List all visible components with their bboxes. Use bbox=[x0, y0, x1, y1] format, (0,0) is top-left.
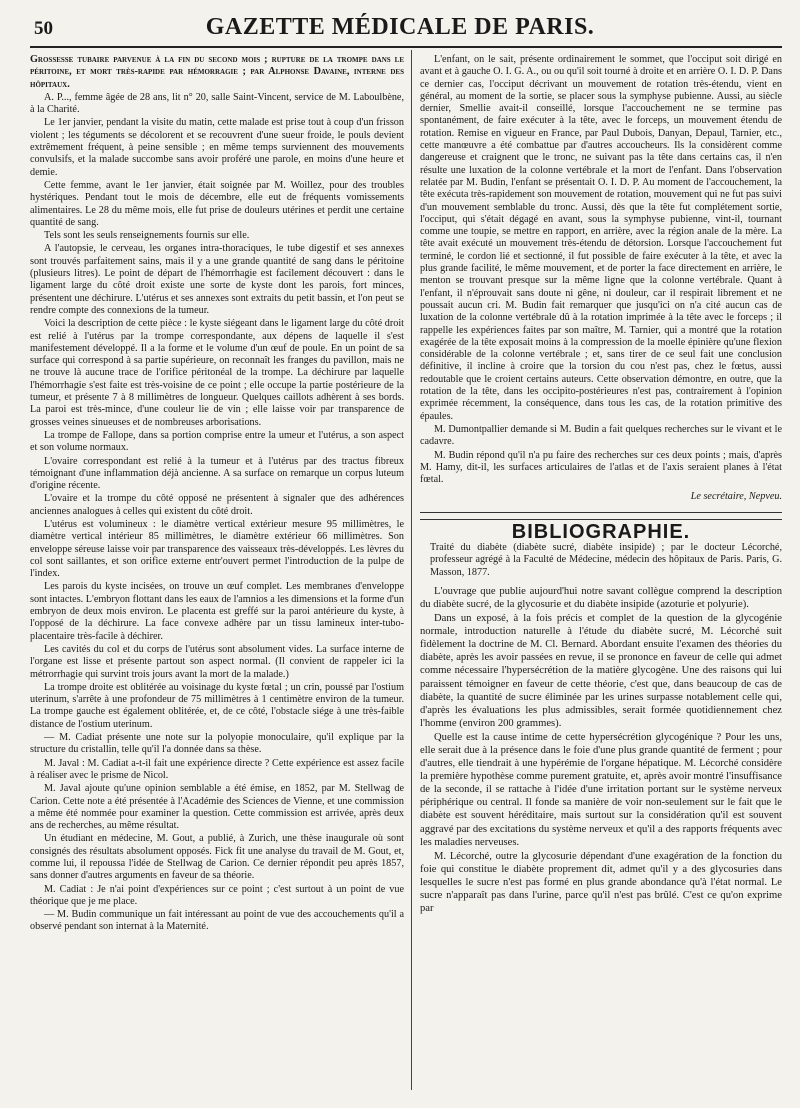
paragraph: La trompe de Fallope, dans sa portion comprise entre la umeur et l'utérus, a son aspect et son volume normaux. bbox=[30, 429, 404, 454]
paragraph: M. Javal : M. Cadiat a-t-il fait une expérience directe ? Cette expérience est assez facile à réaliser avec le prisme de Nicol. bbox=[30, 757, 404, 781]
paragraph: — M. Cadiat présente une note sur la polyopie monoculaire, qu'il explique par la structure du cristallin, telle qu'il l'a donnée dans sa thèse. bbox=[30, 732, 404, 756]
paragraph: Tels sont les seuls renseignements fournis sur elle. bbox=[44, 230, 250, 242]
paragraph: Les cavités du col et du corps de l'utérus sont absolument vides. La surface interne de l'organe est lisse et présente partout son aspect normal. (Il convient de rappeler ici la métrorrhagie qui survint trois jours avant la mort de la malade.) bbox=[30, 643, 404, 680]
paragraph: L'utérus est volumineux : le diamètre vertical extérieur mesure 95 millimètres, le diamètre vertical intérieur 85 millimètres, le diamètre extérieur 66 millimètres. Son enveloppe séreuse laisse voir par transparence des vaisseaux très-développés. Les lèvres du col sont saillantes, et son orifice externe entr'ouvert permet l'introduction de la pulpe de l'index. bbox=[30, 518, 404, 580]
paragraph: M. Lécorché, outre la glycosurie dépendant d'une exagération de la fonction du foie qui constitue le diabète proprement dit, admet qu'il y a des glycosuries dans lesquelles le sucre n'est pas formé en plus grande abondance qu'à l'état normal. Le sucre n'apparaît pas dans l'urine, parce qu'il n'est pas brûlé. C'est ce qu'on exprime par bbox=[420, 850, 782, 915]
paragraph: Un étudiant en médecine, M. Gout, a publié, à Zurich, une thèse inaugurale où sont consignés des résultats absolument opposés. Fick fit une analyse du travail de M. Gout, et, comme lui, il repoussa l'idée de Stellwag de Carion. Ce dernier répondit peu après 1857, sans donner d'autres arguments en faveur de sa théorie. bbox=[30, 833, 404, 882]
paragraph: Voici la description de cette pièce : le kyste siégeant dans le ligament large du côté droit est relié à l'utérus par la trompe correspondante, aux dépens de laquelle il s'est manifestement développé. Il a la forme et le volume d'un œuf de poule. En un point de sa surface qui correspond à sa partie supérieure, on reconnaît les franges du pavillon, mais ne ne trouve là aucune trace de l'orifice péritonéal de la trompe. La déchirure par laquelle l'hémorrhagie s'est faite est très-voisine de ce point ; elle occupe la partie postérieure de la tumeur, et présente 7 à 8 millimètres de longueur. Quelques caillots adhèrent à ses bords. La paroi est très-mince, d'une couleur lie de vin ; elle laisse voir par transparence de grosses veines sinueuses et de nombreuses arborisations. bbox=[30, 318, 404, 428]
paragraph: L'ovaire correspondant est relié à la tumeur et à l'utérus par des tractus fibreux témoignant d'une inflammation déjà ancienne. A sa surface on remarque un corpus luteum d'origine récente. bbox=[30, 455, 404, 492]
bibliography-reference: Traité du diabète (diabète sucré, diabète insipide) ; par le docteur Lécorché, professeur agrégé à la Faculté de Médecine, médecin des hôpitaux de Paris. Paris, G. Masson, 1877. bbox=[430, 541, 782, 578]
paragraph: A l'autopsie, le cerveau, les organes intra-thoraciques, le tube digestif et ses annexes sont trouvés parfaitement sains, mais il y a une grande quantité de sang dans le péritoine (plusieurs litres). Le point de départ de l'hémorrhagie est facilement découvert : dans le ligament large du côté droit existe une sorte de kyste dont les parois, fort minces, présentent une déchirure. L'utérus et ses annexes sont extraits du petit bassin, et l'on peut se rendre compte des connexions de la tumeur. bbox=[30, 243, 404, 316]
paragraph: L'enfant, on le sait, présente ordinairement le sommet, que l'occiput soit dirigé en avant et à gauche O. I. G. A., ou ou qu'il soit tourné à droite et en arrière O. I. D. P. Dans ce dernier cas, l'occiput décrivant un mouvement de rotation très-étendu, vient en général, au moment de la sortie, se placer sous la symphyse pubienne. Aussi, au siècle dernier, Smellie avait-il conseillé, lorsque l'accouchement ne se termine pas spontanément, de faire exécuter à la tête, avec le forceps, un mouvement étendu de rotation. Remise en vigueur en France, par Paul Dubois, Danyan, Depaul, Tarnier, etc., cette manœuvre a été combattue par d'autres accoucheurs. Ils la considèrent comme dangereuse et craignent que le tronc, ne suivant pas la tête dans certains cas, il n'en résulte une luxation de la colonne vertébrale et la mort de l'enfant. Dans l'observation relatée par M. Budin, l'enfant se présentait O. I. D. P. Au moment de l'accouchement, la tête exécuta très-rapidement son mouvement de rotation, mouvement qui ne fut pas suivi d'un mouvement semblable du tronc. Aussi, dès que la tête fut complétement sortie, l'occiput, qui s'était dégagé en avant, sous la symphyse pubienne, vint-il, tournant comme une toupie, se mettre en rapport, en arrière, avec la région anale de la mère. La tête avait exécuté un mouvement très-étendu de détorsion. Lorsque l'accouchement fut terminé, le cordon lié et sectionné, il fut possible de faire exécuter à la tête, et avec la plus grande facilité, le même mouvement, et de porter la face directement en arrière, le menton se trouvant presque sur la même ligne que la colonne vertébrale. Quant à l'enfant, il n'éprouvait sans doute ni gêne, ni douleur, car il respirait librement et ne poussait aucun cri. M. Budin fait remarquer que jusqu'ici on n'a cité aucun cas de luxation de la colonne vertébrale dû à la rotation imprimée à la tête avec le forceps ; il rappelle les expériences faites par son maître, M. Tarnier, qui a montré que la rotation exagérée de la tête exposait moins à la compression de la moelle épinière qu'une flexion considérable de la colonne vertébrale ; et, sans tirer de ce seul fait une conclusion définitive, il incline à croire que la torsion du cou n'est pas, chez le fœtus, aussi redoutable que le croient certains auteurs. Cette observation démontre, en outre, que la rotation de la tête, dans les occipito-postérieures n'est pas, contrairement à l'opinion exprimée récemment, la conséquence, dans tous les cas, de la rotation primitive des épaules. bbox=[420, 54, 782, 422]
paragraph: — M. Budin communique un fait intéressant au point de vue des accouchements qu'il a observé pendant son internat à la Maternité. bbox=[30, 909, 404, 933]
paragraph: M. Cadiat : Je n'ai point d'expériences sur ce point ; c'est surtout à un point de vue théorique que je me place. bbox=[30, 883, 404, 907]
section-divider bbox=[420, 512, 782, 513]
bibliography-body bbox=[420, 585, 782, 915]
secretary-signature: Le secrétaire, Nepveu. bbox=[690, 491, 782, 503]
left-column bbox=[30, 54, 404, 935]
paragraph: M. Javal ajoute qu'une opinion semblable a été émise, en 1852, par M. Stellwag de Carion. Cette note a été présentée à l'Académie des Sciences de Vienne, et une commission a même été nommée pour examiner la question. Cette commission est arrivée, après deux ans de recherches, au même résultat. bbox=[30, 783, 404, 832]
paragraph: M. Dumontpallier demande si M. Budin a fait quelques recherches sur le vivant et le cadavre. bbox=[420, 423, 782, 448]
page-number: 50 bbox=[34, 18, 53, 39]
column-divider bbox=[411, 50, 412, 1090]
right-column bbox=[420, 54, 782, 916]
paragraph: Quelle est la cause intime de cette hypersécrétion glycogénique ? Pour les uns, elle serait due à la présence dans le foie d'une plus grande quantité de ferment ; pour d'autres, elle tiendrait à une hypérémie de l'organe hépatique. M. Lécorché considère la première hypothèse comme purement gratuite, et, après avoir montré l'insuffisance de la seconde, il se rattache à l'idée d'une irritation portant sur le système nerveux périphérique ou central. Il fonde sa manière de voir non-seulement sur le fait que le diabète est souvent héréditaire, mais surtout sur la considération qu'il est souvent aggravé par des excitations du système nerveux et qu'il a des rapports fréquents avec les maladies nerveuses. bbox=[420, 731, 782, 848]
bibliography-section bbox=[420, 519, 782, 916]
header-rule bbox=[30, 46, 782, 48]
paragraph: A. P..., femme âgée de 28 ans, lit n° 20, salle Saint-Vincent, service de M. Laboulbène, à la Charité. bbox=[30, 91, 404, 116]
paragraph: L'ovaire et la trompe du côté opposé ne présentent à signaler que des adhérences anciennes analogues à celles qui existent du côté droit. bbox=[30, 493, 404, 517]
journal-title: GAZETTE MÉDICALE DE PARIS. bbox=[205, 14, 595, 40]
paragraph: L'ouvrage que publie aujourd'hui notre savant collègue comprend la description du diabète sucré, de la glycosurie et du diabète insipide (azoturie et polyurie). bbox=[420, 585, 782, 610]
paragraph: M. Budin répond qu'il n'a pu faire des recherches sur ces deux points ; mais, d'après M. Hamy, dit-il, les surfaces articulaires de l'atlas et de l'axis seraient planes à l'état fœtal. bbox=[420, 449, 782, 486]
paragraph: Le 1er janvier, pendant la visite du matin, cette malade est prise tout à coup d'un frisson violent ; les téguments se décolorent et se recouvrent d'une sueur froide, le pouls devient extrêmement fréquent, à peine sensible ; en même temps surviennent des mouvements convulsifs, et la malade succombe sans avoir proféré une parole, en moins d'une heure et demie. bbox=[30, 117, 404, 178]
case-report-heading: Grossesse tubaire parvenue à la fin du second mois ; rupture de la trompe dans le péritoine, et mort très-rapide par hémorragie ; par Alphonse Davaine, interne des hôpitaux. bbox=[30, 54, 404, 90]
paragraph: Cette femme, avant le 1er janvier, était soignée par M. Woillez, pour des troubles hystériques. Pendant tout le mois de décembre, elle eut de fréquents vomissements alimentaires. Le 28 du même mois, elle fut prise de douleurs utérines et perdit une certaine quantité de sang. bbox=[30, 179, 404, 228]
paragraph: La trompe droite est oblitérée au voisinage du kyste fœtal ; un crin, poussé par l'ostium uterinum, s'arrête à une profondeur de 75 millimètres à 1 centimètre environ de la tumeur. La trompe gauche est également oblitérée, et, de ce côté, l'obstacle siége à une très-faible distance de l'ostium uterinum. bbox=[30, 681, 404, 730]
bibliography-heading: BIBLIOGRAPHIE. bbox=[511, 520, 691, 543]
paragraph: Dans un exposé, à la fois précis et complet de la question de la glycogénie normale, introduction naturelle à l'étude du diabète sucré, M. Lécorché suit fidèlement la doctrine de M. Cl. Bernard. Abordant ensuite l'examen des théories du diabète, après les avoir passées en revue, il se prononce en faveur de celle qui admet comme nécessaire l'hypersécrétion de la matière glycogène. Une des raisons qui lui paraissent témoigner en faveur de cette théorie, c'est que, dans beaucoup de cas de diabète, la quantité de sucre éliminée par les urines surpasse notablement celle qui, d'après les évaluations les plus admissibles, serait formée quotidiennement chez l'homme (environ 200 grammes). bbox=[420, 613, 782, 729]
paragraph: Les parois du kyste incisées, on trouve un œuf complet. Les membranes d'enveloppe sont intactes. L'embryon flottant dans les eaux de l'amnios a les dimensions et la forme d'un embryon de deux mois environ. Le placenta est greffé sur la paroi antérieure du kyste, à l'opposé de la déchirure. La face convexe adhère par un tissu lamineux inter-tubo-placentaire très-facile à déchirer. bbox=[30, 581, 404, 642]
